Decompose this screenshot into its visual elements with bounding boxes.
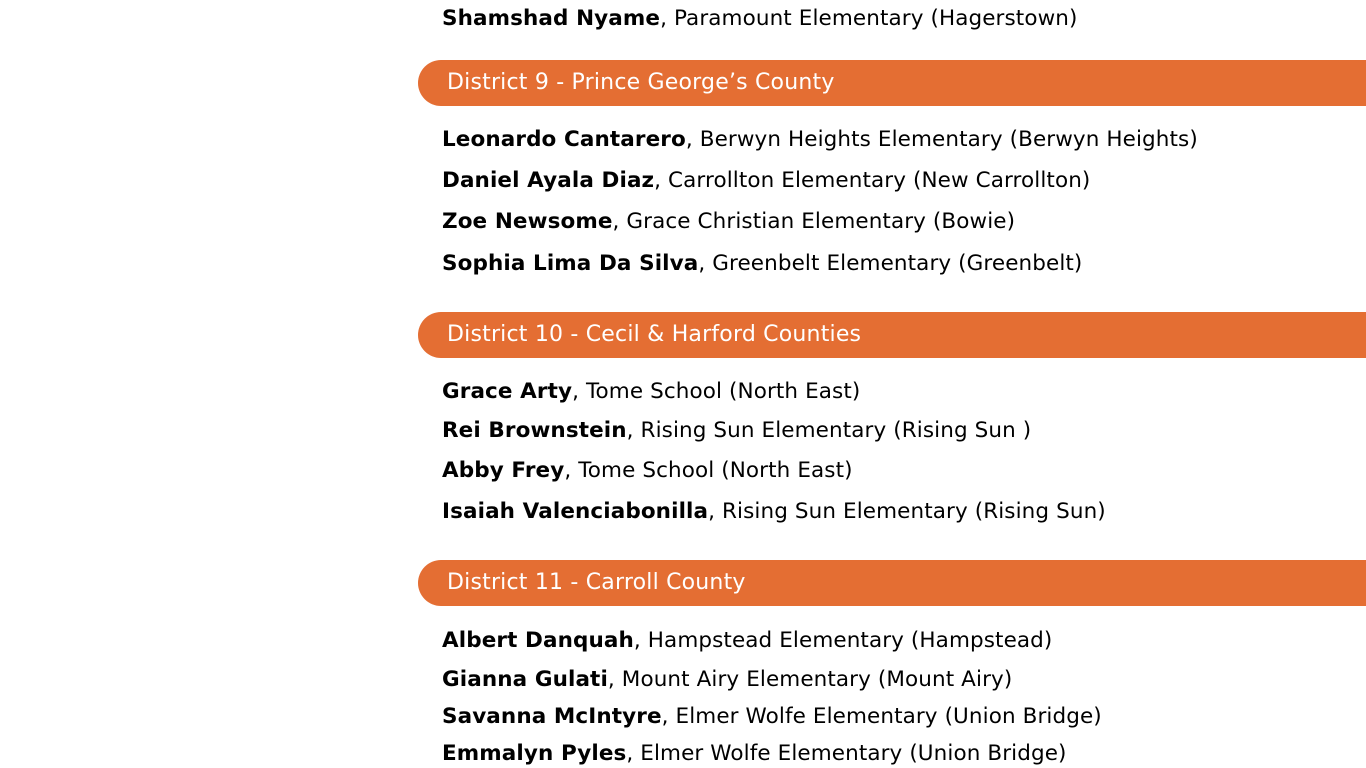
student-name: Savanna McIntyre: [442, 704, 662, 729]
school-info: , Paramount Elementary (Hagerstown): [660, 6, 1078, 31]
school-info: , Carrollton Elementary (New Carrollton): [654, 168, 1091, 193]
list-item: [442, 740, 1067, 768]
district-10-heading: [418, 312, 1366, 358]
student-name: Abby Frey: [442, 458, 565, 483]
school-info: , Greenbelt Elementary (Greenbelt): [698, 251, 1083, 276]
school-info: , Elmer Wolfe Elementary (Union Bridge): [626, 741, 1067, 766]
student-name: Rei Brownstein: [442, 418, 627, 443]
student-name: Daniel Ayala Diaz: [442, 168, 655, 193]
list-item: [442, 417, 1031, 445]
district-11-heading: [418, 560, 1366, 606]
school-info: , Mount Airy Elementary (Mount Airy): [607, 667, 1013, 692]
district-title: District 11 - Carroll County: [447, 570, 746, 595]
school-info: , Tome School (North East): [572, 379, 861, 404]
school-info: , Rising Sun Elementary (Rising Sun ): [626, 418, 1032, 443]
student-name: Sophia Lima Da Silva: [442, 251, 699, 276]
school-info: , Grace Christian Elementary (Bowie): [612, 209, 1016, 234]
district-title: District 9 - Prince George’s County: [447, 70, 835, 95]
district-title: District 10 - Cecil & Harford Counties: [447, 322, 862, 347]
student-name: Zoe Newsome: [442, 209, 613, 234]
student-name: Leonardo Cantarero: [442, 127, 686, 152]
school-info: , Tome School (North East): [564, 458, 853, 483]
student-name: Shamshad Nyame: [442, 6, 661, 31]
student-name: Grace Arty: [442, 379, 573, 404]
student-name: Gianna Gulati: [442, 667, 608, 692]
list-item: [442, 457, 853, 485]
school-info: , Berwyn Heights Elementary (Berwyn Heights): [685, 127, 1198, 152]
list-item: [442, 208, 1015, 236]
district-9-heading: [418, 60, 1366, 106]
student-name: Albert Danquah: [442, 628, 634, 653]
school-info: , Elmer Wolfe Elementary (Union Bridge): [661, 704, 1102, 729]
list-item: [442, 498, 1106, 526]
list-item: [442, 627, 1052, 655]
student-name: Emmalyn Pyles: [442, 741, 627, 766]
list-item: [442, 5, 1077, 33]
list-item: [442, 378, 860, 406]
list-item: [442, 666, 1012, 694]
school-info: , Rising Sun Elementary (Rising Sun): [708, 499, 1106, 524]
list-item: [442, 167, 1090, 195]
school-info: , Hampstead Elementary (Hampstead): [633, 628, 1053, 653]
list-item: [442, 250, 1082, 278]
student-name: Isaiah Valenciabonilla: [442, 499, 709, 524]
list-item: [442, 703, 1102, 731]
list-item: [442, 126, 1198, 154]
